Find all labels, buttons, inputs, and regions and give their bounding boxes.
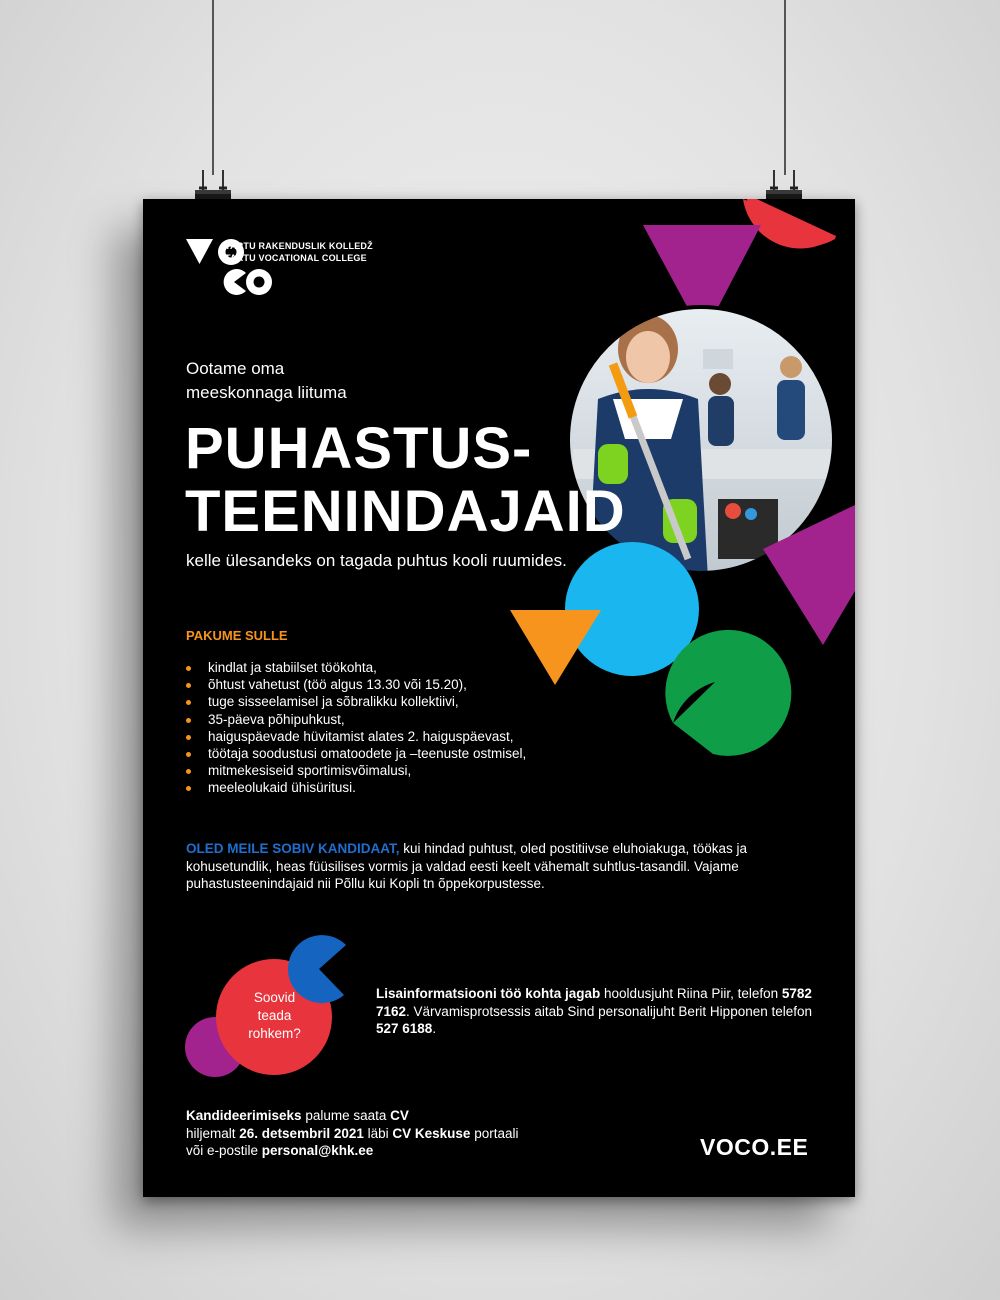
- bullet-icon: [186, 786, 191, 791]
- intro-line-2: meeskonnaga liituma: [186, 383, 347, 402]
- bubble-line-3: rohkem?: [248, 1026, 301, 1041]
- candidate-highlight: OLED MEILE SOBIV KANDIDAAT,: [186, 841, 400, 856]
- phone-number: 5782 7162: [376, 986, 812, 1019]
- contact-info: Lisainformatsiooni töö kohta jagab hooldusjuht Riina Piir, telefon 5782 7162. Värvamisprotsessis aitab Sind personalijuht Berit Hipponen telefon 527 6188.: [376, 986, 813, 1036]
- list-item: töötaja soodustusi omatoodete ja –teenuste ostmisel,: [186, 745, 526, 762]
- list-item: haiguspäevade hüvitamist alates 2. haiguspäevast,: [186, 728, 526, 745]
- list-item: õhtust vahetust (töö algus 13.30 või 15.20),: [186, 676, 526, 693]
- hanging-wire-right: [784, 0, 786, 175]
- bullet-icon: [186, 752, 191, 757]
- phone-number: 527 6188: [376, 1021, 433, 1036]
- job-poster: [143, 199, 855, 1197]
- list-item: 35-päeva põhipuhkust,: [186, 711, 526, 728]
- bullet-icon: [186, 735, 191, 740]
- college-name-en: TARTU VOCATIONAL COLLEGE: [225, 253, 367, 263]
- application-instructions: Kandideerimiseks palume saata CV hiljemalt 26. detsembril 2021 läbi CV Keskuse portaali või e-postile personal@khk.ee: [186, 1108, 519, 1158]
- bubble-line-1: Soovid: [253, 990, 296, 1005]
- candidate-text: kui hindad puhtust, oled postitiivse eluhoiakuga, töökas ja kohusetundlik, heas füüsilises vormis ja valdad eesti keelt vähemalt suhtlus-tasandil. Vajame puhastusteenindajaid nii Põllu kui Kopli tn õppekorpustesse.: [186, 841, 747, 891]
- intro-line-1: Ootame oma: [186, 359, 285, 378]
- website-url: VOCO.EE: [700, 1134, 809, 1160]
- list-item: tuge sisseelamisel ja sõbralikku kollektiivi,: [186, 693, 526, 710]
- more-info-bubble: [237, 989, 312, 1043]
- intro-text: [186, 357, 446, 405]
- college-name-et: TARTU RAKENDUSLIK KOLLEDŽ: [225, 241, 373, 251]
- benefits-heading: PAKUME SULLE: [186, 628, 288, 643]
- bubble-line-2: teada: [257, 1008, 292, 1023]
- candidate-description: [186, 840, 816, 893]
- benefits-list: [186, 659, 526, 797]
- list-item: meeleolukaid ühisüritusi.: [186, 779, 526, 796]
- list-item: mitmekesiseid sportimisvõimalusi,: [186, 762, 526, 779]
- bullet-icon: [186, 769, 191, 774]
- list-item: kindlat ja stabiilset töökohta,: [186, 659, 526, 676]
- job-title: [185, 417, 626, 543]
- bullet-icon: [186, 718, 191, 723]
- bullet-icon: [186, 700, 191, 705]
- deadline-date: 26. detsembril 2021: [239, 1125, 364, 1141]
- green-pacman-shape: [665, 630, 791, 756]
- college-name: [225, 240, 373, 264]
- job-title-line-1: PUHASTUS-: [185, 416, 533, 481]
- email-address: personal@khk.ee: [261, 1143, 374, 1158]
- red-top-shape: [746, 199, 836, 247]
- job-subtitle: kelle ülesandeks on tagada puhtus kooli ruumides.: [186, 551, 567, 570]
- bullet-icon: [186, 666, 191, 671]
- bullet-icon: [186, 683, 191, 688]
- hanging-wire-left: [212, 0, 214, 175]
- job-title-line-2: TEENINDAJAID: [185, 479, 626, 544]
